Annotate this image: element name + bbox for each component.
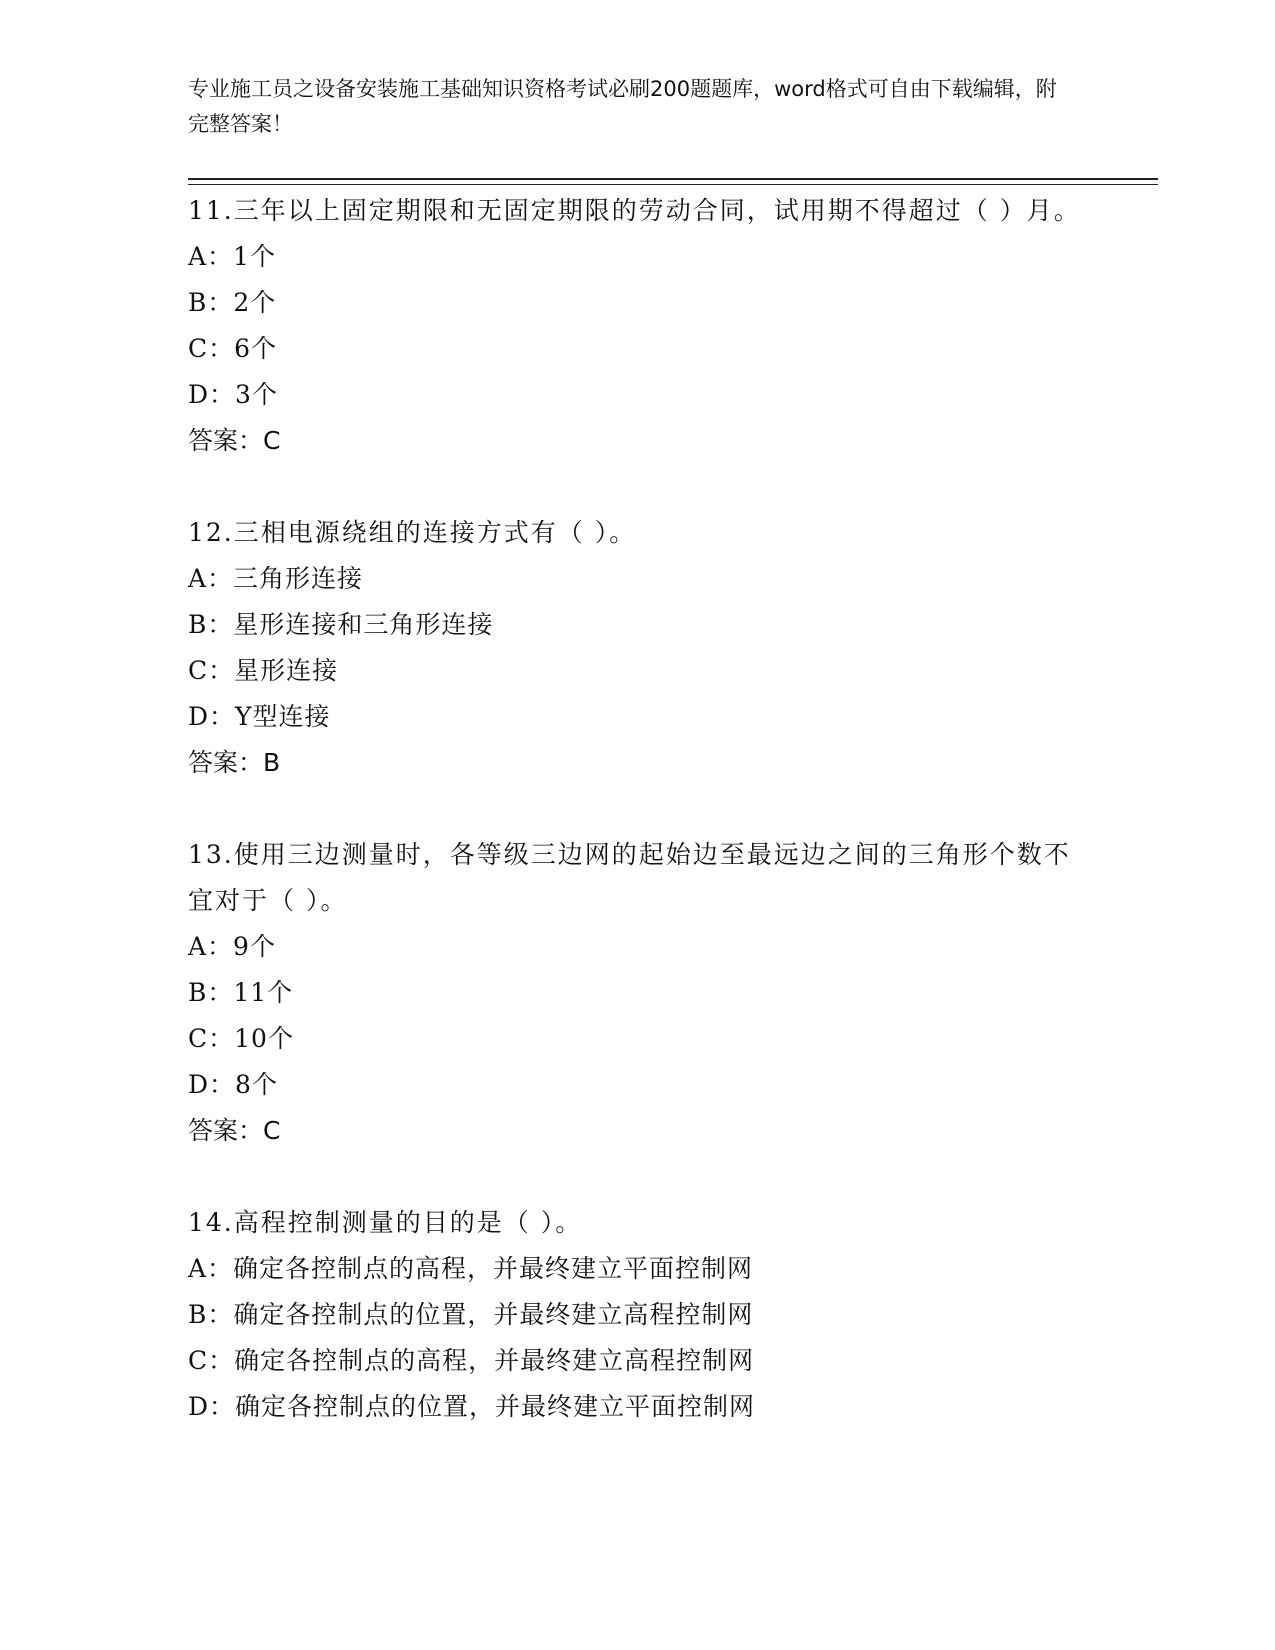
question-12 bbox=[188, 510, 1088, 786]
question-stem: 14.高程控制测量的目的是（ ）。 bbox=[188, 1208, 583, 1237]
answer-label: 答案：C bbox=[188, 1116, 281, 1145]
option-c: C：6个 bbox=[188, 334, 278, 363]
option-a: A：9个 bbox=[188, 932, 276, 961]
option-b: B：确定各控制点的位置，并最终建立高程控制网 bbox=[188, 1300, 754, 1329]
option-c: C：星形连接 bbox=[188, 656, 339, 685]
option-a: A：三角形连接 bbox=[188, 564, 364, 593]
option-d: D：3个 bbox=[188, 380, 278, 409]
header-rule-thick bbox=[188, 178, 1158, 180]
option-d: D：8个 bbox=[188, 1070, 278, 1099]
option-b: B：2个 bbox=[188, 288, 277, 317]
option-c: C：10个 bbox=[188, 1024, 294, 1053]
option-b: B：星形连接和三角形连接 bbox=[188, 610, 494, 639]
header-rule-thin bbox=[188, 184, 1158, 185]
question-list bbox=[188, 188, 1088, 1476]
question-14 bbox=[188, 1200, 1088, 1430]
option-a: A：确定各控制点的高程，并最终建立平面控制网 bbox=[188, 1254, 754, 1283]
question-13 bbox=[188, 832, 1088, 1154]
question-11 bbox=[188, 188, 1088, 464]
answer-label: 答案：B bbox=[188, 748, 281, 777]
option-b: B：11个 bbox=[188, 978, 294, 1007]
question-stem: 11.三年以上固定期限和无固定期限的劳动合同，试用期不得超过（ ）月。 bbox=[188, 196, 1081, 225]
question-stem: 12.三相电源绕组的连接方式有（ ）。 bbox=[188, 518, 637, 547]
document-header: 专业施工员之设备安装施工基础知识资格考试必刷200题题库，word格式可自由下载编辑，附完整答案！ bbox=[188, 77, 1057, 136]
option-d: D：确定各控制点的位置，并最终建立平面控制网 bbox=[188, 1392, 756, 1421]
question-stem: 13.使用三边测量时，各等级三边网的起始边至最远边之间的三角形个数不宜对于（ ）。 bbox=[188, 840, 1071, 915]
option-c: C：确定各控制点的高程，并最终建立高程控制网 bbox=[188, 1346, 755, 1375]
option-a: A：1个 bbox=[188, 242, 276, 271]
option-d: D：Y型连接 bbox=[188, 702, 331, 731]
answer-label: 答案：C bbox=[188, 426, 281, 455]
